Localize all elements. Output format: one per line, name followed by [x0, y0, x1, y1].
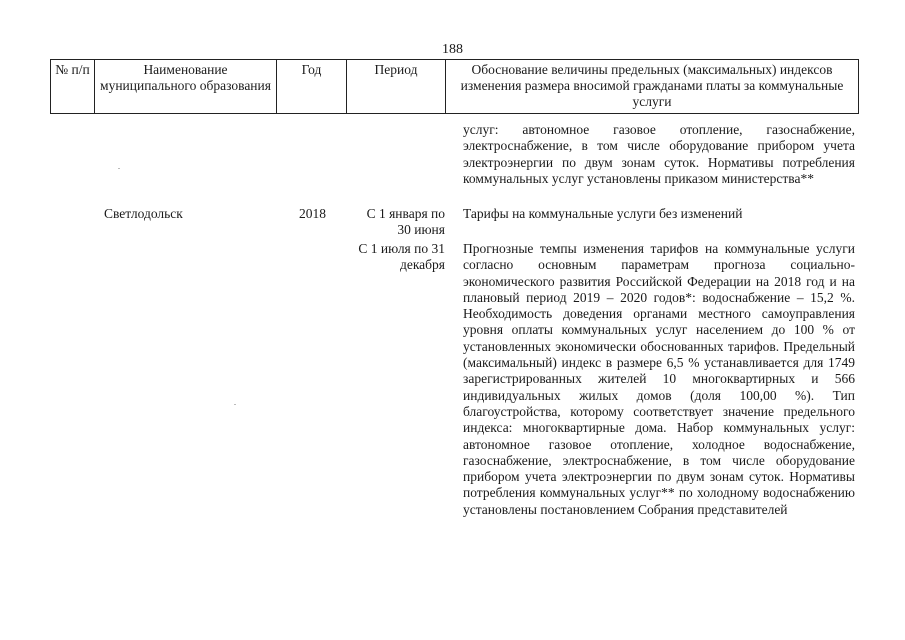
header-municipality-name: Наименование муниципального образования [95, 60, 277, 114]
basis-first-half: Тарифы на коммунальные услуги без изменений [463, 206, 743, 221]
scan-speck [234, 404, 236, 405]
scan-speck [118, 168, 120, 169]
basis-second-half: Прогнозные темпы изменения тарифов на коммунальные услуги согласно основным параметрам прогноза социально-экономического развития Российской Федерации на 2018 год и на плановый период 2019 – 2020 годов*: водоснабжение – 15,2 %. Необходимость доведения органами местного самоуправления уровня оплаты коммунальных услуг населением до 100 % от установленных экономически обоснованных тарифов. Предельный (максимальный) индекс в размере 6,5 % устанавливается для 1749 зарегистрированных жителей 10 многоквартирных и 566 индивидуальных жилых домов (доля 100,00 %). Тип благоустройства, которому соответствует значение предельного индекса: многоквартирные дома. Набор коммунальных услуг: автономное газовое отопление, холодное водоснабжение, газоснабжение, электроснабжение, в том числе оборудование прибором учета электроэнергии по двум зонам суток. Нормативы потребления коммунальных услуг** по холодному водоснабжению установлены постановлением Собрания представителей [463, 241, 855, 517]
header-year: Год [277, 60, 347, 114]
header-period: Период [347, 60, 446, 114]
period-second-half: С 1 июля по 31 декабря [358, 241, 445, 273]
continuation-text: услуг: автономное газовое отопление, газоснабжение, электроснабжение, в том числе оборудование прибором учета электроэнергии по двум зонам суток. Нормативы потребления коммунальных услуг установлены приказом министерства** [463, 122, 855, 186]
entry-year: 2018 [299, 206, 326, 221]
header-basis: Обоснование величины предельных (максимальных) индексов изменения размера вносимой гражданами платы за коммунальные услуги [446, 60, 859, 114]
header-num: № п/п [51, 60, 95, 114]
municipality-name: Светлодольск [104, 206, 183, 221]
header-row [51, 60, 859, 114]
period-first-half: С 1 января по 30 июня [366, 206, 445, 238]
tariff-table-header [50, 59, 859, 114]
page-number: 188 [442, 42, 463, 57]
